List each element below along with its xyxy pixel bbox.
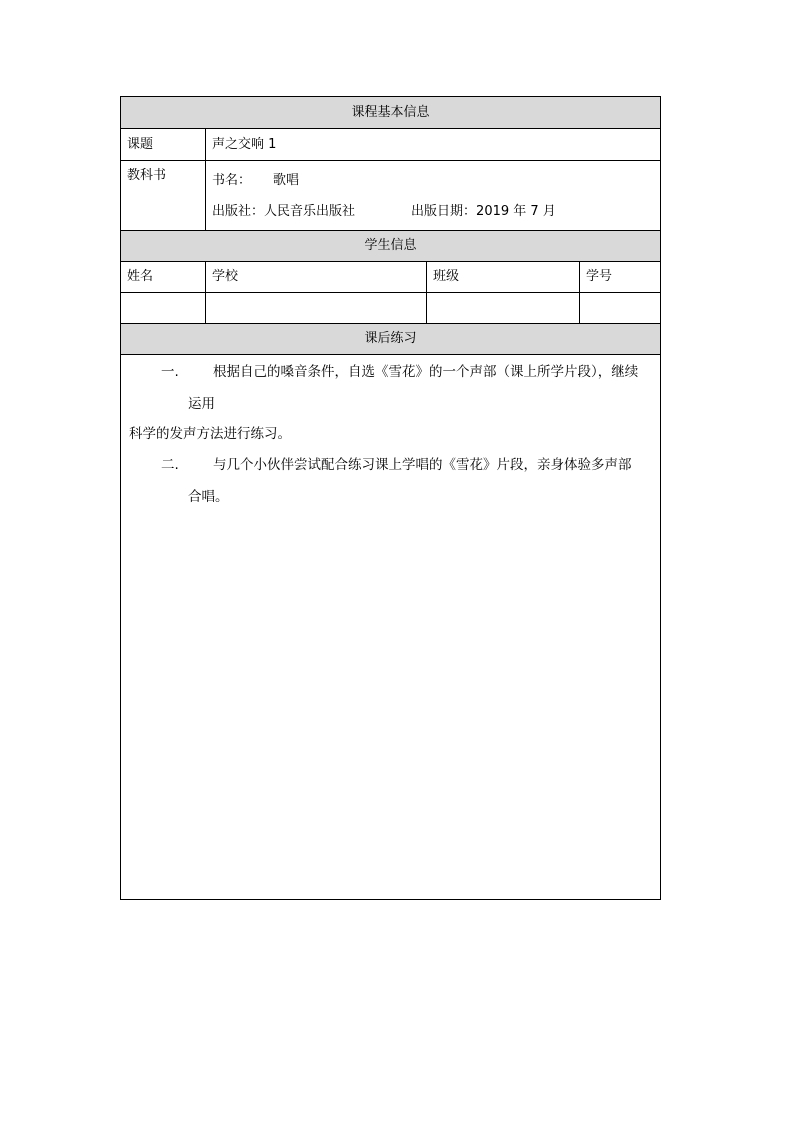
student-columns-row (121, 262, 661, 293)
item-1-number: 一. (161, 364, 179, 380)
publisher-line (212, 196, 654, 227)
col-school: 学校 (206, 262, 427, 293)
col-name: 姓名 (121, 262, 206, 293)
homework-header-row (121, 324, 661, 355)
student-info-title: 学生信息 (121, 231, 661, 262)
student-school-field[interactable] (206, 293, 427, 324)
topic-value: 声之交响 1 (206, 129, 661, 161)
item-2-line1: 与几个小伙伴尝试配合练习课上学唱的《雪花》片段，亲身体验多声部 (213, 457, 632, 473)
item-1-line2: 运用 (188, 396, 215, 412)
publisher-label: 出版社： (212, 203, 265, 219)
textbook-details (206, 161, 661, 231)
student-class-field[interactable] (427, 293, 580, 324)
student-id-field[interactable] (580, 293, 661, 324)
student-values-row (121, 293, 661, 324)
course-info-table (120, 96, 661, 900)
item-1-line3: 科学的发声方法进行练习。 (129, 426, 291, 442)
student-name-field[interactable] (121, 293, 206, 324)
col-student-id: 学号 (580, 262, 661, 293)
topic-row (121, 129, 661, 161)
homework-row (121, 355, 661, 900)
pub-date-value: 2019 年 7 月 (476, 203, 556, 219)
topic-label: 课题 (121, 129, 206, 161)
item-2-line2: 合唱。 (188, 489, 229, 505)
col-class: 班级 (427, 262, 580, 293)
textbook-row (121, 161, 661, 231)
item-1-line1: 根据自己的嗓音条件，自选《雪花》的一个声部（课上所学片段），继续 (213, 364, 639, 380)
homework-title: 课后练习 (121, 324, 661, 355)
homework-content (121, 355, 661, 900)
lesson-sheet (120, 96, 660, 898)
book-name-label: 书名： (212, 172, 252, 188)
course-info-header-row (121, 97, 661, 129)
course-info-title: 课程基本信息 (121, 97, 661, 129)
pub-date-label: 出版日期： (411, 203, 477, 219)
textbook-label: 教科书 (121, 161, 206, 231)
publisher-value: 人民音乐出版社 (264, 203, 356, 219)
student-info-header-row (121, 231, 661, 262)
book-name-line (212, 165, 654, 196)
homework-list (121, 355, 660, 899)
item-2-number: 二. (161, 457, 179, 473)
book-name-value: 歌唱 (273, 172, 300, 188)
